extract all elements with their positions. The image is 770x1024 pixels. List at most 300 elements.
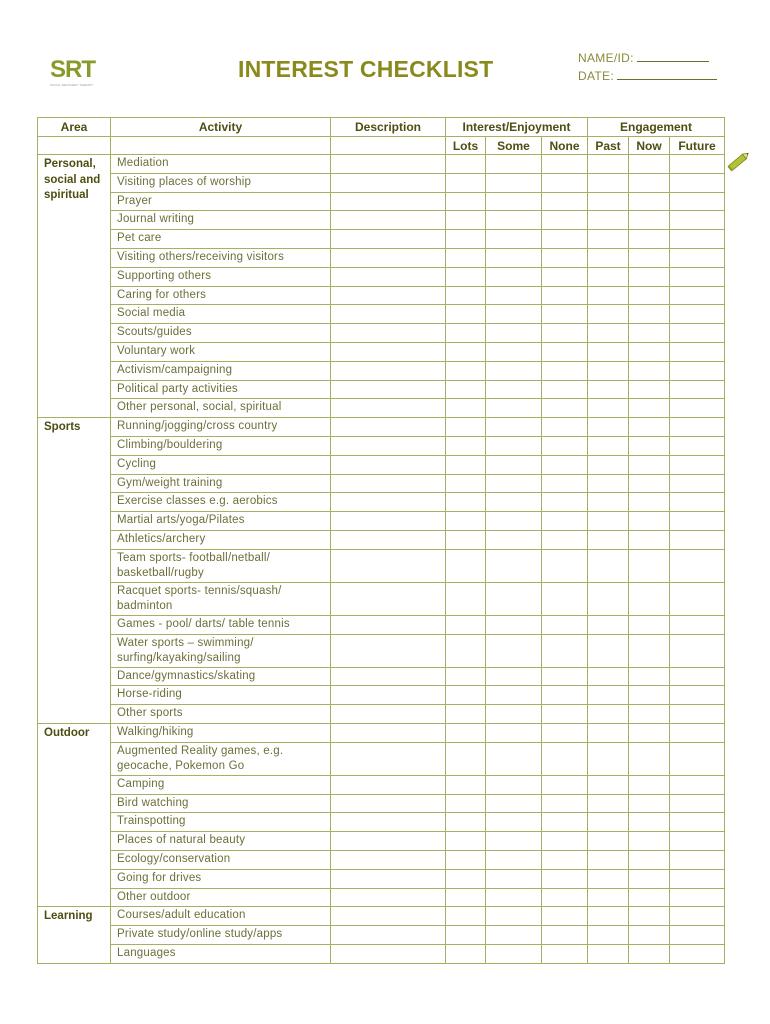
none-cell[interactable] [542,742,588,775]
lots-cell[interactable] [446,794,486,813]
now-cell[interactable] [629,267,670,286]
future-cell[interactable] [670,582,725,615]
lots-cell[interactable] [446,248,486,267]
some-cell[interactable] [486,155,542,174]
description-cell[interactable] [331,192,446,211]
description-cell[interactable] [331,888,446,907]
lots-cell[interactable] [446,361,486,380]
description-cell[interactable] [331,155,446,174]
future-cell[interactable] [670,342,725,361]
past-cell[interactable] [588,286,629,305]
past-cell[interactable] [588,926,629,945]
now-cell[interactable] [629,230,670,249]
past-cell[interactable] [588,361,629,380]
description-cell[interactable] [331,512,446,531]
future-cell[interactable] [670,926,725,945]
none-cell[interactable] [542,173,588,192]
lots-cell[interactable] [446,173,486,192]
some-cell[interactable] [486,615,542,634]
now-cell[interactable] [629,192,670,211]
activity-label: Dance/gymnastics/skating [111,667,331,686]
description-cell[interactable] [331,582,446,615]
description-cell[interactable] [331,248,446,267]
now-cell[interactable] [629,380,670,399]
none-cell[interactable] [542,926,588,945]
now-cell[interactable] [629,667,670,686]
lots-cell[interactable] [446,686,486,705]
some-cell[interactable] [486,324,542,343]
lots-cell[interactable] [446,267,486,286]
name-id-line[interactable] [637,51,709,62]
some-cell[interactable] [486,667,542,686]
lots-cell[interactable] [446,474,486,493]
description-cell[interactable] [331,907,446,926]
past-cell[interactable] [588,342,629,361]
now-cell[interactable] [629,634,670,667]
some-cell[interactable] [486,686,542,705]
table-row [38,286,725,305]
future-cell[interactable] [670,324,725,343]
past-cell[interactable] [588,850,629,869]
some-cell[interactable] [486,742,542,775]
some-cell[interactable] [486,794,542,813]
lots-cell[interactable] [446,530,486,549]
past-cell[interactable] [588,813,629,832]
future-cell[interactable] [670,686,725,705]
some-cell[interactable] [486,248,542,267]
future-cell[interactable] [670,512,725,531]
some-cell[interactable] [486,907,542,926]
some-cell[interactable] [486,850,542,869]
past-cell[interactable] [588,230,629,249]
description-cell[interactable] [331,530,446,549]
none-cell[interactable] [542,211,588,230]
lots-cell[interactable] [446,230,486,249]
lots-cell[interactable] [446,705,486,724]
description-cell[interactable] [331,944,446,963]
past-cell[interactable] [588,399,629,418]
now-cell[interactable] [629,286,670,305]
none-cell[interactable] [542,549,588,582]
none-cell[interactable] [542,267,588,286]
none-cell[interactable] [542,667,588,686]
future-cell[interactable] [670,418,725,437]
lots-cell[interactable] [446,418,486,437]
some-cell[interactable] [486,549,542,582]
some-cell[interactable] [486,342,542,361]
now-cell[interactable] [629,888,670,907]
none-cell[interactable] [542,155,588,174]
now-cell[interactable] [629,775,670,794]
date-field[interactable] [578,69,717,83]
past-cell[interactable] [588,667,629,686]
some-cell[interactable] [486,530,542,549]
description-cell[interactable] [331,723,446,742]
future-cell[interactable] [670,813,725,832]
lots-cell[interactable] [446,775,486,794]
description-cell[interactable] [331,926,446,945]
now-cell[interactable] [629,342,670,361]
date-line[interactable] [617,69,717,80]
some-cell[interactable] [486,267,542,286]
future-cell[interactable] [670,192,725,211]
some-cell[interactable] [486,418,542,437]
description-cell[interactable] [331,667,446,686]
none-cell[interactable] [542,248,588,267]
past-cell[interactable] [588,512,629,531]
some-cell[interactable] [486,211,542,230]
now-cell[interactable] [629,582,670,615]
past-cell[interactable] [588,686,629,705]
past-cell[interactable] [588,436,629,455]
description-cell[interactable] [331,813,446,832]
lots-cell[interactable] [446,634,486,667]
none-cell[interactable] [542,907,588,926]
future-cell[interactable] [670,907,725,926]
past-cell[interactable] [588,493,629,512]
some-cell[interactable] [486,512,542,531]
past-cell[interactable] [588,549,629,582]
none-cell[interactable] [542,286,588,305]
description-cell[interactable] [331,742,446,775]
none-cell[interactable] [542,399,588,418]
none-cell[interactable] [542,361,588,380]
lots-cell[interactable] [446,192,486,211]
description-cell[interactable] [331,705,446,724]
some-cell[interactable] [486,493,542,512]
description-cell[interactable] [331,361,446,380]
now-cell[interactable] [629,455,670,474]
description-cell[interactable] [331,634,446,667]
past-cell[interactable] [588,907,629,926]
some-cell[interactable] [486,230,542,249]
none-cell[interactable] [542,455,588,474]
past-cell[interactable] [588,888,629,907]
lots-cell[interactable] [446,155,486,174]
past-cell[interactable] [588,173,629,192]
now-cell[interactable] [629,305,670,324]
now-cell[interactable] [629,512,670,531]
lots-cell[interactable] [446,380,486,399]
description-cell[interactable] [331,686,446,705]
none-cell[interactable] [542,705,588,724]
description-cell[interactable] [331,380,446,399]
past-cell[interactable] [588,380,629,399]
none-cell[interactable] [542,850,588,869]
some-cell[interactable] [486,869,542,888]
description-cell[interactable] [331,305,446,324]
future-cell[interactable] [670,474,725,493]
past-cell[interactable] [588,869,629,888]
lots-cell[interactable] [446,399,486,418]
lots-cell[interactable] [446,667,486,686]
past-cell[interactable] [588,742,629,775]
some-cell[interactable] [486,305,542,324]
area-label: Outdoor [38,723,111,906]
table-row [38,615,725,634]
none-cell[interactable] [542,530,588,549]
past-cell[interactable] [588,474,629,493]
now-cell[interactable] [629,926,670,945]
past-cell[interactable] [588,615,629,634]
description-cell[interactable] [331,230,446,249]
none-cell[interactable] [542,582,588,615]
activity-label: Going for drives [111,869,331,888]
now-cell[interactable] [629,813,670,832]
lots-cell[interactable] [446,455,486,474]
future-cell[interactable] [670,615,725,634]
now-cell[interactable] [629,493,670,512]
none-cell[interactable] [542,305,588,324]
now-cell[interactable] [629,705,670,724]
lots-cell[interactable] [446,723,486,742]
page-title: INTEREST CHECKLIST [238,56,494,82]
activity-label: Gym/weight training [111,474,331,493]
now-cell[interactable] [629,869,670,888]
activity-label: Journal writing [111,211,331,230]
future-cell[interactable] [670,869,725,888]
now-cell[interactable] [629,794,670,813]
some-cell[interactable] [486,582,542,615]
some-cell[interactable] [486,173,542,192]
some-cell[interactable] [486,474,542,493]
description-cell[interactable] [331,474,446,493]
description-cell[interactable] [331,399,446,418]
some-cell[interactable] [486,634,542,667]
now-cell[interactable] [629,173,670,192]
lots-cell[interactable] [446,549,486,582]
header-none: None [542,137,588,155]
lots-cell[interactable] [446,813,486,832]
future-cell[interactable] [670,230,725,249]
lots-cell[interactable] [446,493,486,512]
past-cell[interactable] [588,211,629,230]
past-cell[interactable] [588,705,629,724]
none-cell[interactable] [542,342,588,361]
now-cell[interactable] [629,850,670,869]
none-cell[interactable] [542,324,588,343]
description-cell[interactable] [331,436,446,455]
future-cell[interactable] [670,705,725,724]
none-cell[interactable] [542,474,588,493]
none-cell[interactable] [542,512,588,531]
lots-cell[interactable] [446,582,486,615]
lots-cell[interactable] [446,869,486,888]
none-cell[interactable] [542,888,588,907]
some-cell[interactable] [486,813,542,832]
future-cell[interactable] [670,742,725,775]
future-cell[interactable] [670,888,725,907]
lots-cell[interactable] [446,211,486,230]
none-cell[interactable] [542,869,588,888]
past-cell[interactable] [588,794,629,813]
future-cell[interactable] [670,399,725,418]
future-cell[interactable] [670,794,725,813]
past-cell[interactable] [588,775,629,794]
now-cell[interactable] [629,248,670,267]
some-cell[interactable] [486,399,542,418]
now-cell[interactable] [629,155,670,174]
description-cell[interactable] [331,493,446,512]
now-cell[interactable] [629,211,670,230]
past-cell[interactable] [588,248,629,267]
past-cell[interactable] [588,455,629,474]
none-cell[interactable] [542,418,588,437]
future-cell[interactable] [670,667,725,686]
table-row [38,192,725,211]
future-cell[interactable] [670,775,725,794]
some-cell[interactable] [486,926,542,945]
future-cell[interactable] [670,634,725,667]
description-cell[interactable] [331,455,446,474]
lots-cell[interactable] [446,907,486,926]
lots-cell[interactable] [446,342,486,361]
table-row [38,686,725,705]
past-cell[interactable] [588,723,629,742]
some-cell[interactable] [486,436,542,455]
description-cell[interactable] [331,775,446,794]
description-cell[interactable] [331,794,446,813]
lots-cell[interactable] [446,436,486,455]
past-cell[interactable] [588,944,629,963]
past-cell[interactable] [588,192,629,211]
header-activity-blank [111,137,331,155]
description-cell[interactable] [331,211,446,230]
now-cell[interactable] [629,907,670,926]
future-cell[interactable] [670,850,725,869]
future-cell[interactable] [670,944,725,963]
description-cell[interactable] [331,549,446,582]
description-cell[interactable] [331,342,446,361]
future-cell[interactable] [670,493,725,512]
past-cell[interactable] [588,530,629,549]
description-cell[interactable] [331,418,446,437]
name-id-field[interactable] [578,51,709,65]
now-cell[interactable] [629,399,670,418]
none-cell[interactable] [542,832,588,851]
some-cell[interactable] [486,888,542,907]
past-cell[interactable] [588,267,629,286]
now-cell[interactable] [629,324,670,343]
now-cell[interactable] [629,530,670,549]
past-cell[interactable] [588,634,629,667]
future-cell[interactable] [670,380,725,399]
past-cell[interactable] [588,305,629,324]
future-cell[interactable] [670,361,725,380]
lots-cell[interactable] [446,888,486,907]
lots-cell[interactable] [446,615,486,634]
lots-cell[interactable] [446,944,486,963]
now-cell[interactable] [629,436,670,455]
none-cell[interactable] [542,192,588,211]
description-cell[interactable] [331,324,446,343]
lots-cell[interactable] [446,286,486,305]
lots-cell[interactable] [446,324,486,343]
now-cell[interactable] [629,686,670,705]
none-cell[interactable] [542,794,588,813]
header-engagement: Engagement [588,118,725,137]
description-cell[interactable] [331,850,446,869]
description-cell[interactable] [331,286,446,305]
future-cell[interactable] [670,248,725,267]
some-cell[interactable] [486,455,542,474]
none-cell[interactable] [542,686,588,705]
none-cell[interactable] [542,380,588,399]
table-row [38,549,725,582]
future-cell[interactable] [670,436,725,455]
future-cell[interactable] [670,211,725,230]
now-cell[interactable] [629,549,670,582]
now-cell[interactable] [629,832,670,851]
past-cell[interactable] [588,582,629,615]
none-cell[interactable] [542,436,588,455]
future-cell[interactable] [670,155,725,174]
future-cell[interactable] [670,173,725,192]
description-cell[interactable] [331,832,446,851]
now-cell[interactable] [629,474,670,493]
now-cell[interactable] [629,615,670,634]
lots-cell[interactable] [446,832,486,851]
future-cell[interactable] [670,832,725,851]
past-cell[interactable] [588,832,629,851]
some-cell[interactable] [486,723,542,742]
past-cell[interactable] [588,418,629,437]
future-cell[interactable] [670,530,725,549]
some-cell[interactable] [486,705,542,724]
future-cell[interactable] [670,305,725,324]
future-cell[interactable] [670,267,725,286]
future-cell[interactable] [670,286,725,305]
lots-cell[interactable] [446,742,486,775]
activity-label: Languages [111,944,331,963]
lots-cell[interactable] [446,512,486,531]
none-cell[interactable] [542,775,588,794]
now-cell[interactable] [629,418,670,437]
now-cell[interactable] [629,742,670,775]
some-cell[interactable] [486,286,542,305]
past-cell[interactable] [588,324,629,343]
lots-cell[interactable] [446,305,486,324]
some-cell[interactable] [486,944,542,963]
lots-cell[interactable] [446,850,486,869]
description-cell[interactable] [331,869,446,888]
future-cell[interactable] [670,549,725,582]
description-cell[interactable] [331,615,446,634]
lots-cell[interactable] [446,926,486,945]
some-cell[interactable] [486,380,542,399]
now-cell[interactable] [629,361,670,380]
now-cell[interactable] [629,723,670,742]
future-cell[interactable] [670,455,725,474]
future-cell[interactable] [670,723,725,742]
past-cell[interactable] [588,155,629,174]
now-cell[interactable] [629,944,670,963]
none-cell[interactable] [542,493,588,512]
some-cell[interactable] [486,832,542,851]
none-cell[interactable] [542,615,588,634]
none-cell[interactable] [542,230,588,249]
none-cell[interactable] [542,944,588,963]
description-cell[interactable] [331,267,446,286]
header-area-blank [38,137,111,155]
some-cell[interactable] [486,361,542,380]
none-cell[interactable] [542,813,588,832]
some-cell[interactable] [486,775,542,794]
some-cell[interactable] [486,192,542,211]
none-cell[interactable] [542,634,588,667]
description-cell[interactable] [331,173,446,192]
none-cell[interactable] [542,723,588,742]
